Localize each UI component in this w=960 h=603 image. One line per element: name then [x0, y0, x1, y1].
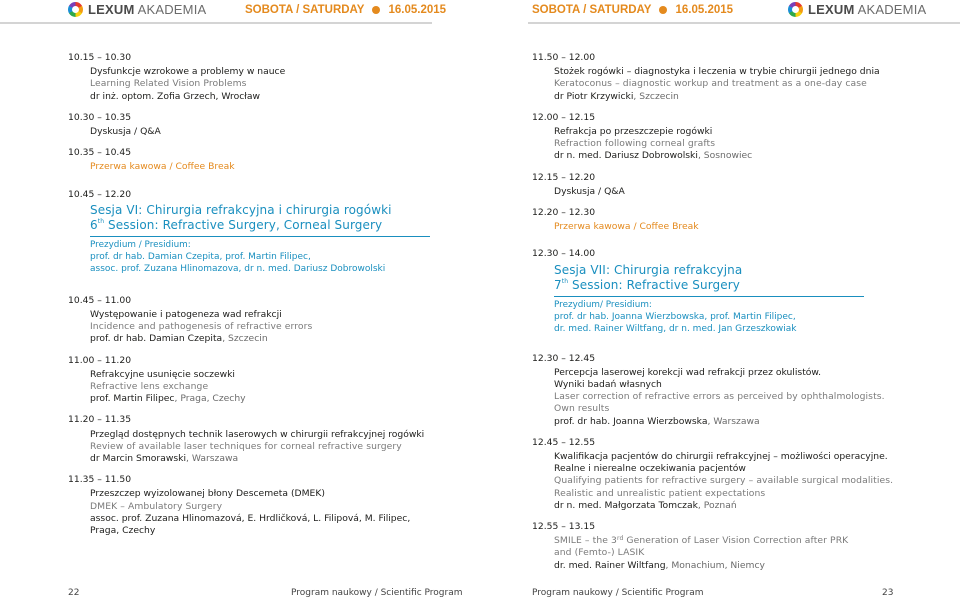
lexum-logo-icon: [788, 2, 803, 17]
lexum-logo-icon: [68, 2, 83, 17]
session-vii: 12.30 – 14.00 Sesja VII: Chirurgia refrakcyjna 7th Session: Refractive Surgery Prezydium/ Presidium: prof. dr hab. Joanna Wierzbowska, prof. Martin Filipec, dr. med. Rainer Wiltfang, dr n. med. Jan Grzeszkowiak: [532, 248, 942, 334]
session-title-en: 7th Session: Refractive Surgery: [554, 277, 740, 292]
page-header: [0, 0, 960, 22]
program-item: 11.20 – 11.35 Przegląd dostępnych technik laserowych w chirurgii refrakcyjnej rogówki Review of available laser techniques for corneal refractive surgery dr Marcin Smorawski, Warszawa: [68, 414, 425, 465]
page-number-left: 22: [68, 588, 80, 598]
lexum-logo-left: LEXUM AKADEMIA: [68, 2, 206, 17]
program-item: 10.30 – 10.35 Dyskusja / Q&A: [68, 111, 161, 138]
session-vi: 10.45 – 12.20 Sesja VI: Chirurgia refrakcyjna i chirurgia rogówki 6th Session: Refractive Surgery, Corneal Surgery Prezydium / Presidium: prof. dr hab. Damian Czepita, prof. Martin Filipec, assoc. prof. Zuzana Hlinomazova, dr n. med. Dariusz Dobrowolski: [68, 189, 438, 275]
bullet-dot-icon: [372, 6, 380, 14]
program-item: 10.15 – 10.30 Dysfunkcje wzrokowe a problemy w nauce Learning Related Vision Problems dr inż. optom. Zofia Grzech, Wrocław: [68, 52, 286, 102]
date-strip-right: SOBOTA / SATURDAY 16.05.2015: [532, 4, 734, 16]
session-title-en: 6th Session: Refractive Surgery, Corneal Surgery: [90, 217, 383, 232]
program-item: 11.00 – 11.20 Refrakcyjne usunięcie soczewki Refractive lens exchange prof. Martin Filipec, Praga, Czechy: [68, 354, 246, 405]
program-item: 12.45 – 12.55 Kwalifikacja pacjentów do chirurgii refrakcyjnej – możliwości operacyjne. Realne i nierealne oczekiwania pacjentów Qualifying patients for refractive surgery – available surgical modalities. Realistic and unrealistic patient expectations dr n. med. Małgorzata Tomczak, Poznań: [532, 436, 894, 511]
coffee-break-item: 10.35 – 10.45 Przerwa kawowa / Coffee Break: [68, 147, 235, 173]
header-divider-right: [528, 22, 960, 24]
program-item: 12.30 – 12.45 Percepcja laserowej korekcji wad refrakcji przez okulistów. Wyniki badań własnych Laser correction of refractive errors as perceived by ophthalmologists. Own results prof. dr hab. Joanna Wierzbowska, Warszawa: [532, 352, 885, 427]
header-divider-left: [0, 22, 432, 24]
program-item: 12.00 – 12.15 Refrakcja po przeszczepie rogówki Refraction following corneal grafts dr n. med. Dariusz Dobrowolski, Sosnowiec: [532, 111, 753, 162]
program-item: 11.35 – 11.50 Przeszczep wyizolowanej błony Descemeta (DMEK) DMEK – Ambulatory Surgery assoc. prof. Zuzana Hlinomazová, E. Hrdličková, L. Filipová, M. Filipec, Praga, Czechy: [68, 474, 411, 537]
coffee-break-item: 12.20 – 12.30 Przerwa kawowa / Coffee Break: [532, 207, 699, 233]
program-item: 11.50 – 12.00 Stożek rogówki – diagnostyka i leczenia w trybie chirurgii jednego dnia Keratoconus – diagnostic workup and treatment as a one-day case dr Piotr Krzywicki, Szczecin: [532, 52, 880, 102]
bullet-dot-icon: [659, 6, 667, 14]
footer-label-left: Program naukowy / Scientific Program: [291, 588, 463, 598]
session-divider: [554, 296, 864, 297]
program-item: 12.55 – 13.15 SMILE – the 3rd Generation of Laser Vision Correction after PRK and (Femto-) LASIK dr. med. Rainer Wiltfang, Monachium, Niemcy: [532, 521, 849, 571]
page-number-right: 23: [882, 588, 894, 598]
session-title-pl: Sesja VII: Chirurgia refrakcyjna: [554, 262, 743, 277]
program-item: 10.45 – 11.00 Występowanie i patogeneza wad refrakcji Incidence and pathogenesis of refractive errors prof. dr hab. Damian Czepita, Szczecin: [68, 294, 313, 345]
footer-label-right: Program naukowy / Scientific Program: [532, 588, 704, 598]
lexum-logo-right: LEXUM AKADEMIA: [788, 2, 926, 17]
program-item: 12.15 – 12.20 Dyskusja / Q&A: [532, 171, 625, 197]
program-column-left: [68, 52, 438, 546]
program-column-right: [532, 52, 942, 581]
session-divider: [90, 236, 430, 237]
date-strip-left: SOBOTA / SATURDAY 16.05.2015: [245, 4, 447, 16]
session-title-pl: Sesja VI: Chirurgia refrakcyjna i chirurgia rogówki: [90, 202, 392, 217]
